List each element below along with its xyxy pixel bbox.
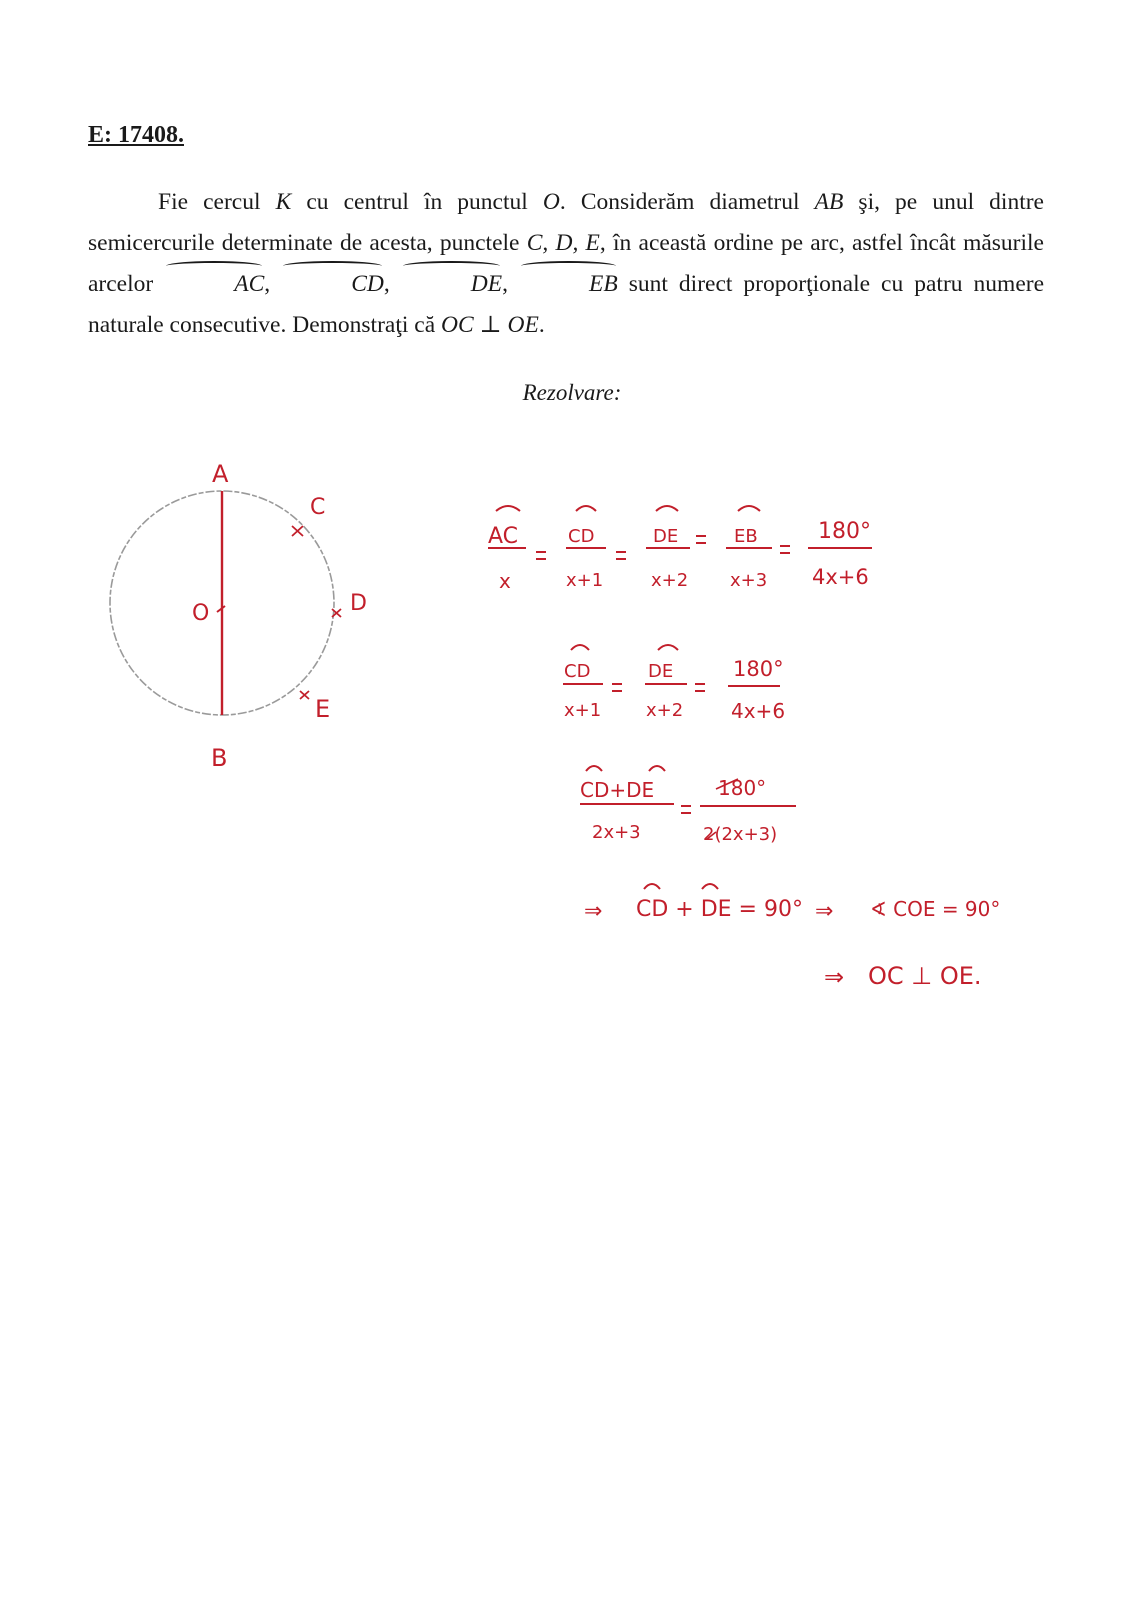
l2-frac2-num: DE [648, 661, 674, 682]
l3-frac2-num: 180° [718, 776, 767, 800]
frac5-num: 180° [818, 519, 871, 544]
label-o: O [192, 601, 210, 626]
label-c: C [310, 495, 326, 520]
arc-ac: AC [164, 264, 264, 305]
l5-expr: OC ⊥ OE. [868, 962, 982, 990]
l2-frac1-den: x+1 [564, 700, 602, 721]
frac2-num: CD [568, 526, 595, 547]
l2-frac1-num: CD [564, 661, 591, 682]
problem-statement: Fie cercul K cu centrul în punctul O. Considerăm diametrul AB şi, pe unul dintre semicercurile determinate de acesta, punctele C, D, E, în această ordine pe arc, astfel încât măsurile arcelor AC, CD, DE, EB sunt direct proporţionale cu patru numere naturale consecutive. Demonstraţi că OC ⊥ OE. [88, 189, 1045, 338]
l2-frac3-num: 180° [733, 657, 784, 681]
arc-cd: CD [281, 264, 384, 305]
l3-frac2-den: 2(2x+3) [703, 824, 778, 845]
l2-frac2-den: x+2 [646, 700, 684, 721]
frac1-den: x [499, 569, 511, 593]
l3-frac1-den: 2x+3 [592, 822, 641, 843]
label-b: B [211, 744, 228, 772]
label-a: A [212, 460, 229, 488]
l4-angle: ∢ COE = 90° [870, 897, 1001, 921]
solution-title: Rezolvare: [522, 380, 622, 405]
problem-id: E: 17408. [88, 122, 184, 148]
frac3-den: x+2 [651, 570, 689, 591]
l4-expr: CD + DE = 90° [636, 897, 803, 922]
l5-implies: ⇒ [824, 963, 845, 991]
frac2-den: x+1 [566, 570, 604, 591]
l3-frac1-num: CD+DE [580, 778, 655, 802]
label-d: D [350, 591, 367, 616]
arc-de: DE [401, 264, 502, 305]
frac5-den: 4x+6 [812, 565, 869, 589]
l2-frac3-den: 4x+6 [731, 699, 786, 723]
frac4-num: EB [734, 526, 758, 547]
l4-implies2: ⇒ [815, 899, 834, 924]
arc-eb: EB [519, 264, 618, 305]
l4-implies: ⇒ [584, 899, 603, 924]
frac4-den: x+3 [730, 570, 768, 591]
label-e: E [315, 695, 331, 723]
frac3-num: DE [653, 526, 679, 547]
frac1-num: AC [488, 524, 519, 549]
